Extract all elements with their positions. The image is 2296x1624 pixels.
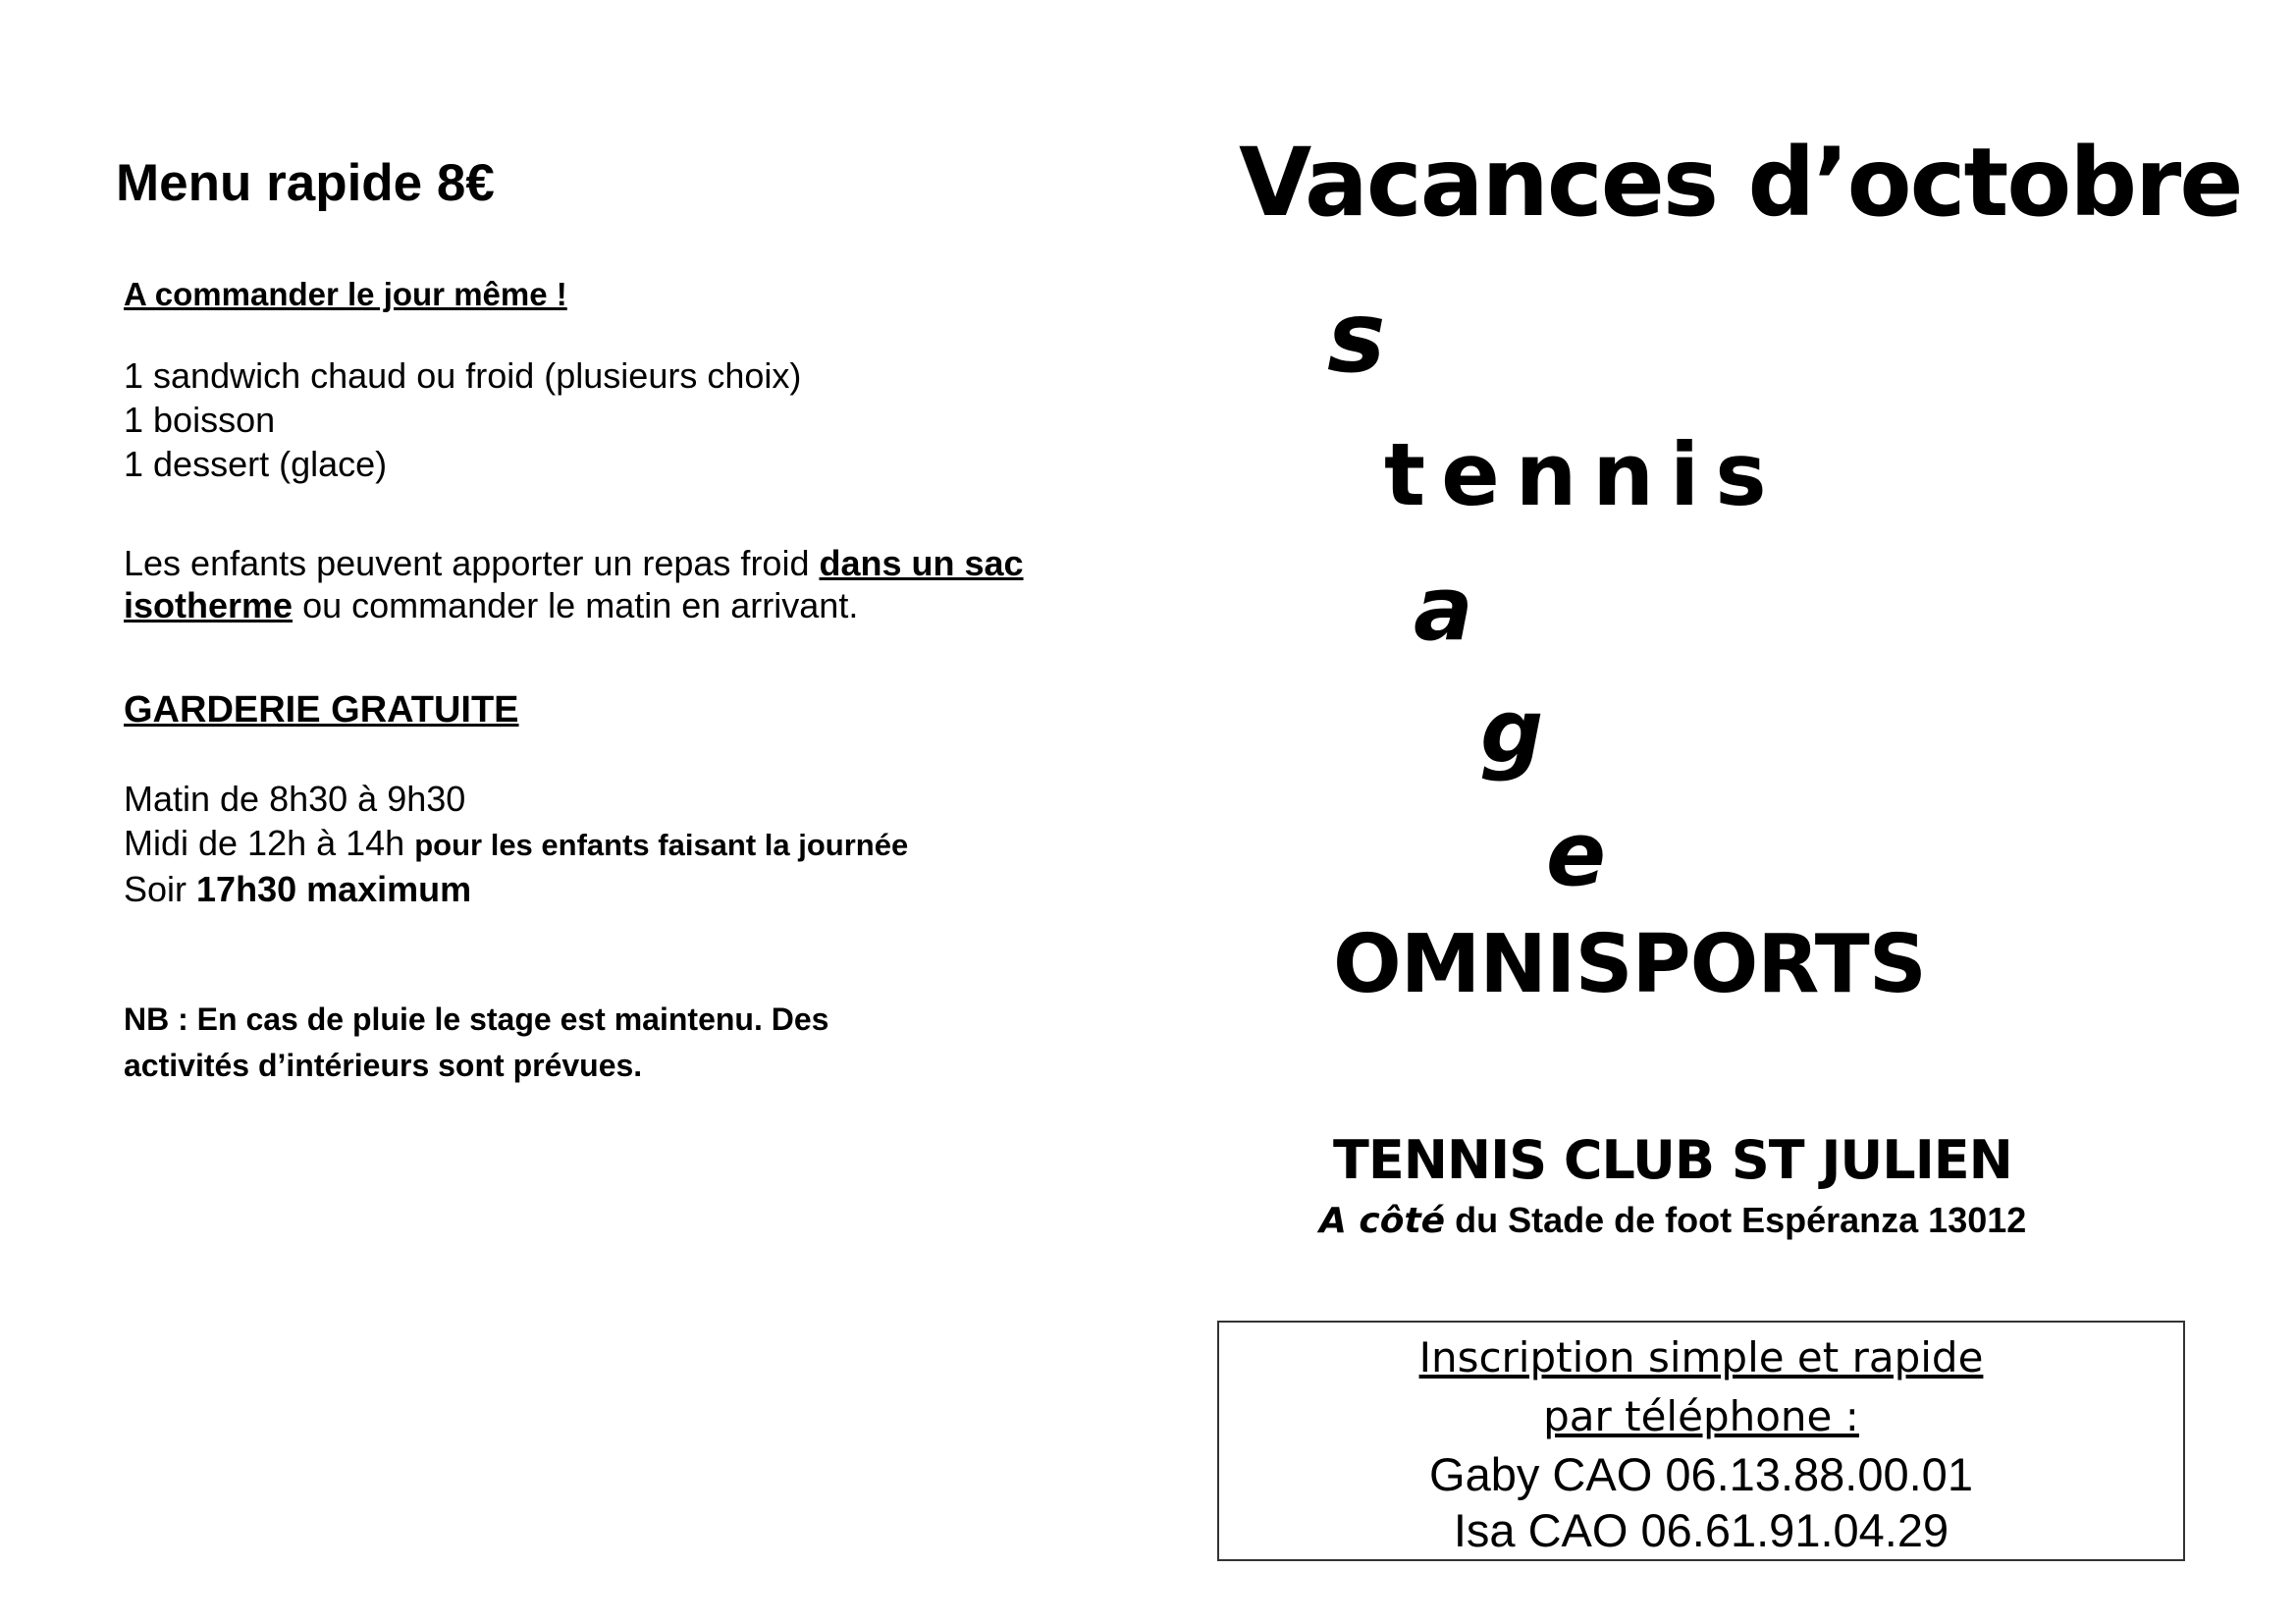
- stage-letter: g: [1480, 680, 1544, 784]
- stage-letter: s: [1327, 280, 1386, 395]
- contact-phone: Gaby CAO 06.13.88.00.01: [1429, 1448, 1973, 1500]
- omnisports-word: OMNISPORTS: [1333, 918, 1926, 1011]
- main-title: Vacances d’octobre: [1239, 128, 2242, 238]
- garderie-midi-note: pour les enfants faisant la journée: [414, 828, 909, 862]
- tennis-word: tennis: [1384, 424, 1783, 525]
- rain-note: NB : En cas de pluie le stage est maintenu. Des activités d’intérieurs sont prévues.: [124, 1001, 829, 1083]
- garderie-title: GARDERIE GRATUITE: [124, 689, 519, 731]
- garderie-schedule: [124, 777, 908, 911]
- club-name: TENNIS CLUB ST JULIEN: [1333, 1129, 2012, 1191]
- menu-title: Menu rapide 8€: [116, 154, 495, 212]
- kids-lunch-note: [124, 542, 1024, 626]
- menu-item: 1 dessert (glace): [124, 444, 388, 484]
- menu-item: 1 boisson: [124, 400, 276, 440]
- menu-item: 1 sandwich chaud ou froid (plusieurs choix): [124, 355, 802, 396]
- contact-subheading: par téléphone :: [1543, 1392, 1859, 1440]
- kids-note-emphasis: isotherme: [124, 585, 294, 625]
- kids-note-text: Les enfants peuvent apporter un repas froid: [124, 543, 820, 583]
- garderie-matin: Matin de 8h30 à 9h30: [124, 779, 466, 819]
- garderie-soir: Soir 17h30 maximum: [124, 869, 472, 909]
- kids-note-emphasis: dans un sac: [819, 543, 1024, 583]
- contact-phone: Isa CAO 06.61.91.04.29: [1453, 1504, 1949, 1556]
- club-address: A côté du Stade de foot Espéranza 13012: [1319, 1200, 2027, 1241]
- contact-heading: Inscription simple et rapide: [1418, 1333, 1984, 1381]
- menu-items-list: [124, 353, 801, 486]
- garderie-soir-time: 17h30 maximum: [196, 869, 472, 909]
- order-note: A commander le jour même !: [124, 276, 567, 312]
- stage-letter: a: [1414, 558, 1473, 661]
- contact-box: [1217, 1321, 2185, 1561]
- kids-note-text: ou commander le matin en arrivant.: [293, 585, 859, 625]
- garderie-midi: Midi de 12h à 14h pour les enfants faisant la journée: [124, 823, 909, 863]
- stage-letter: e: [1546, 803, 1607, 906]
